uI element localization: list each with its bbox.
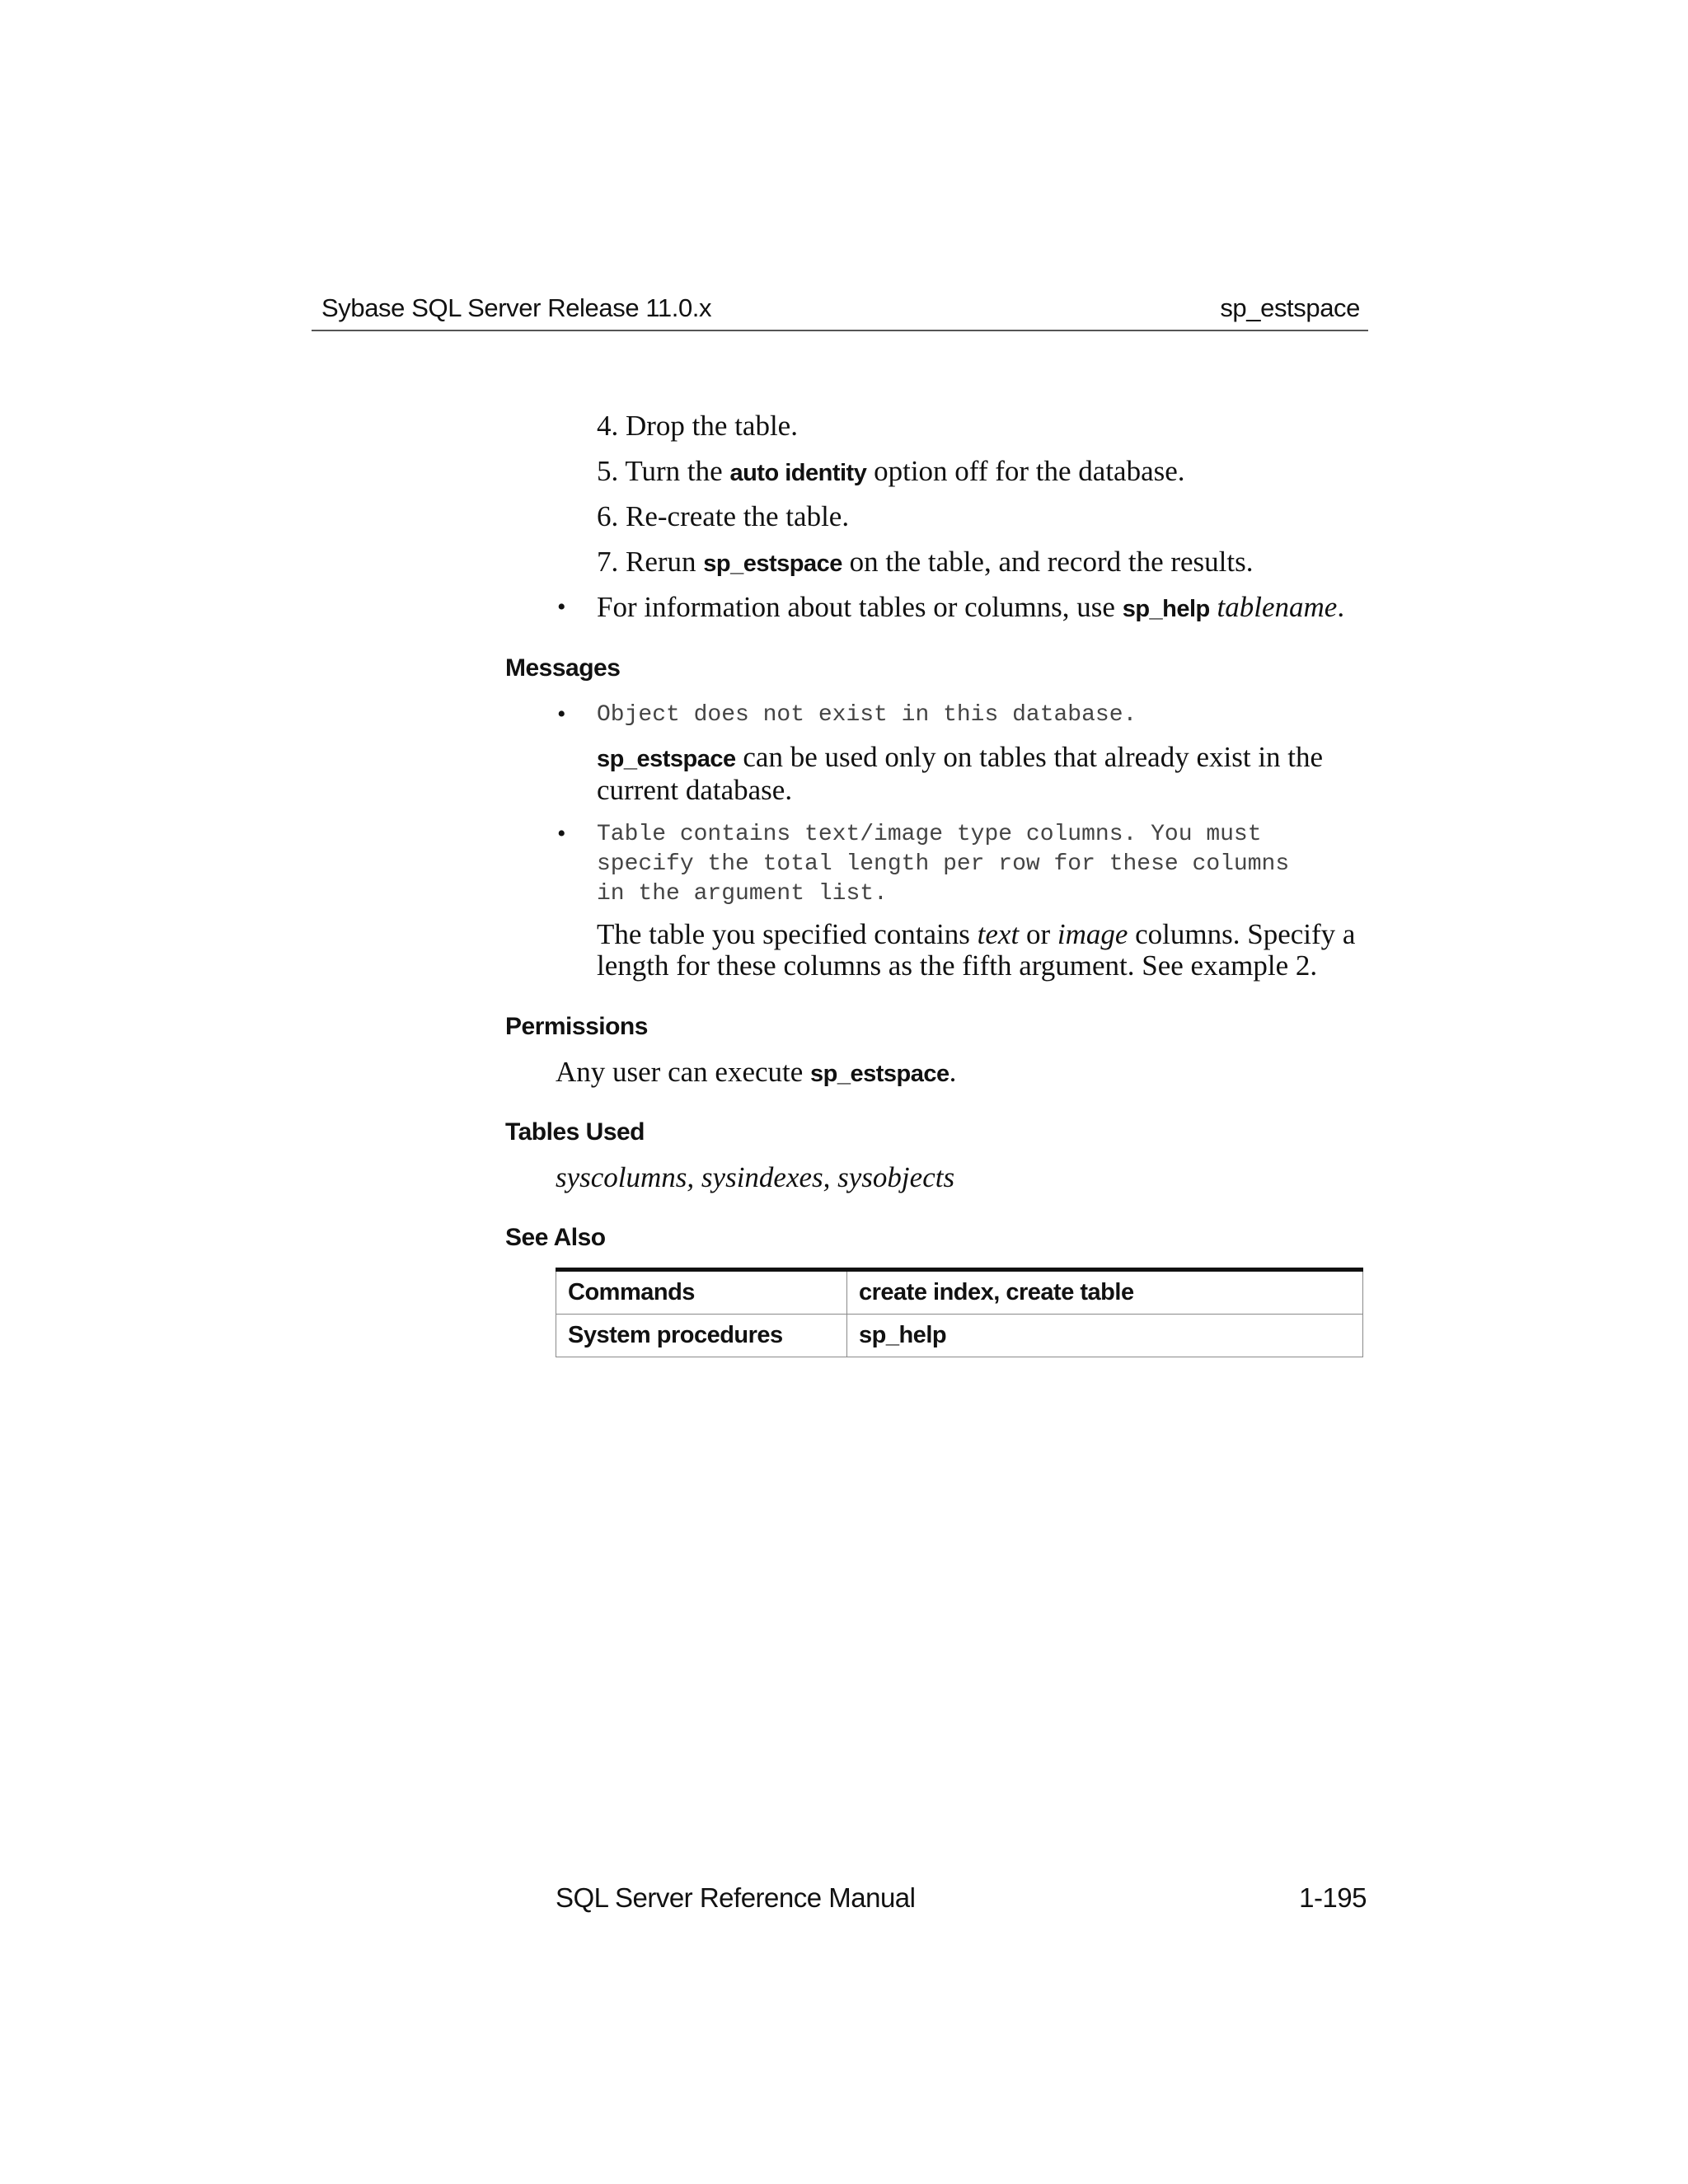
message-desc-line: [597, 742, 1372, 775]
footer-manual-title: SQL Server Reference Manual: [556, 1882, 916, 1913]
table-cell-category: Commands: [556, 1270, 847, 1315]
table-cell-category: System procedures: [556, 1315, 847, 1357]
header-title: Sybase SQL Server Release 11.0.x: [321, 293, 712, 322]
tables-used-heading: Tables Used: [505, 1118, 645, 1146]
step-number: 5.: [597, 455, 619, 487]
message-desc-text: columns. Specify a: [1128, 918, 1356, 950]
datatype-name: image: [1057, 918, 1128, 950]
info-text-after: .: [1337, 591, 1345, 623]
command-name: sp_help: [1122, 596, 1210, 622]
message-description: [597, 919, 1372, 982]
footer-page-number: 1-195: [1299, 1882, 1367, 1913]
argument-name: tablename: [1217, 591, 1338, 623]
permissions-text: [556, 1057, 956, 1090]
bullet-icon: •: [557, 701, 566, 728]
step-text-after: option off for the database.: [866, 455, 1185, 487]
tables-used-list: syscolumns, sysindexes, sysobjects: [556, 1161, 955, 1193]
step-text: Re-create the table.: [626, 500, 850, 532]
message-description: [597, 742, 1372, 806]
header-section-name: sp_estspace: [1220, 293, 1360, 322]
table-row: [556, 1270, 1363, 1315]
step-6: [597, 501, 849, 532]
message-desc-line: length for these columns as the fifth argument. See example 2.: [597, 949, 1318, 982]
step-number: 6.: [597, 500, 619, 532]
table-row: [556, 1315, 1363, 1357]
step-4: [597, 410, 798, 442]
info-text-before: For information about tables or columns, use: [597, 591, 1123, 623]
message-desc-text: or: [1019, 918, 1057, 950]
step-text-after: on the table, and record the results.: [842, 546, 1254, 578]
step-text: Drop the table.: [626, 410, 798, 442]
step-5: [597, 456, 1185, 489]
step-text-before: Turn the: [625, 455, 730, 487]
message-desc-text: The table you specified contains: [597, 918, 978, 950]
message-code-line: specify the total length per row for these columns: [597, 851, 1290, 877]
datatype-name: text: [977, 918, 1020, 950]
message-desc-text: can be used only on tables that already exist in the: [735, 741, 1324, 773]
messages-heading: Messages: [505, 654, 621, 682]
see-also-table: [556, 1268, 1363, 1357]
message-code-line: Object does not exist in this database.: [597, 702, 1137, 728]
table-cell-items: create index, create table: [847, 1270, 1363, 1315]
step-number: 4.: [597, 410, 619, 442]
command-name: sp_estspace: [703, 551, 842, 577]
message-desc-line: [597, 919, 1372, 950]
step-7: [597, 546, 1254, 579]
permissions-text-after: .: [949, 1056, 957, 1088]
running-header: [312, 287, 1368, 331]
permissions-text-before: Any user can execute: [556, 1056, 811, 1088]
bullet-icon: •: [557, 593, 566, 621]
step-number: 7.: [597, 546, 619, 578]
command-name: sp_estspace: [597, 746, 736, 772]
message-code-line: Table contains text/image type columns. You must: [597, 822, 1262, 847]
command-name: auto identity: [729, 460, 867, 486]
message-code-line: in the argument list.: [597, 881, 888, 907]
step-text-before: Rerun: [626, 546, 704, 578]
message-desc-line: current database.: [597, 774, 793, 806]
bullet-icon: •: [557, 820, 566, 847]
command-name: sp_estspace: [810, 1061, 950, 1087]
see-also-heading: See Also: [505, 1224, 606, 1251]
table-cell-items: sp_help: [847, 1315, 1363, 1357]
permissions-heading: Permissions: [505, 1013, 648, 1040]
info-bullet: [597, 592, 1344, 625]
